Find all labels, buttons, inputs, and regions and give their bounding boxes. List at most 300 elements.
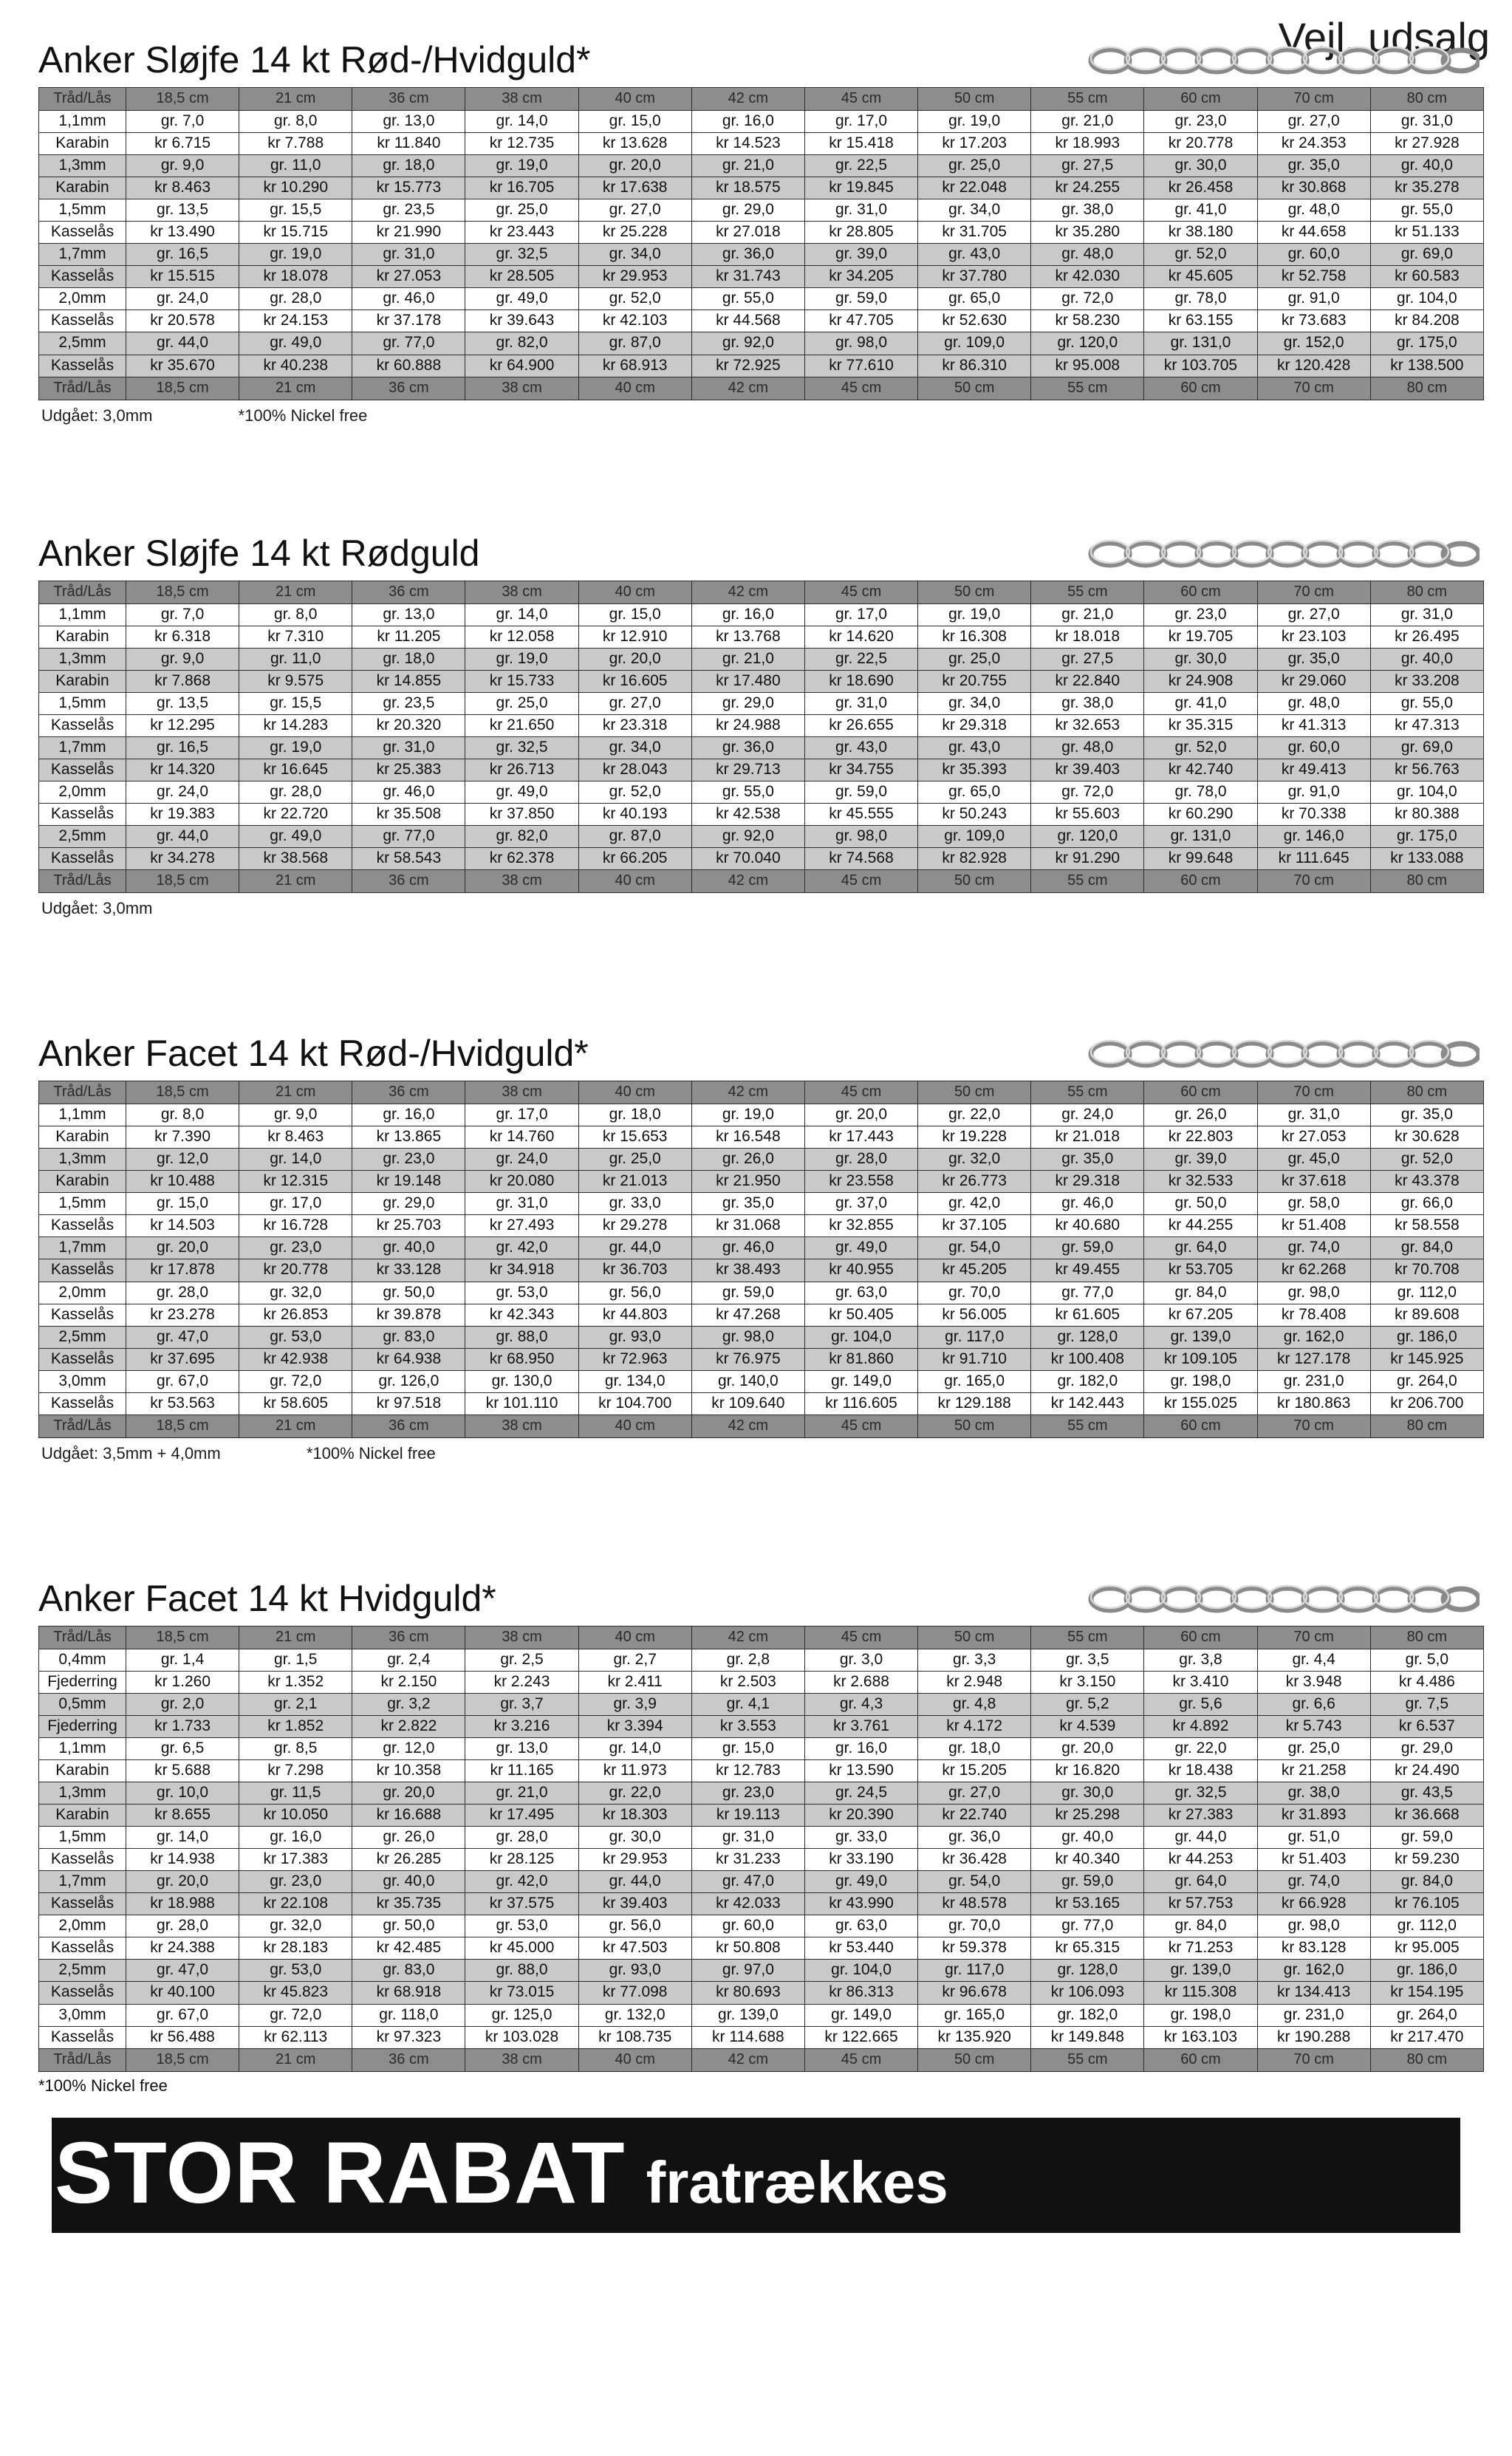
cell-gram: gr. 41,0	[1144, 692, 1257, 714]
cell-price: kr 62.113	[239, 2026, 352, 2048]
cell-price: kr 22.720	[239, 803, 352, 825]
cell-price: kr 25.703	[352, 1215, 465, 1237]
cell-price: kr 33.128	[352, 1259, 465, 1282]
cell-price: kr 25.383	[352, 759, 465, 781]
row-label: 2,0mm	[39, 288, 126, 310]
cell-gram: gr. 35,0	[1031, 1149, 1144, 1171]
col-head: 80 cm	[1370, 870, 1483, 893]
cell-price: kr 20.080	[465, 1171, 578, 1193]
cell-price: kr 21.013	[578, 1171, 691, 1193]
row-label: 2,5mm	[39, 1326, 126, 1348]
col-head: 50 cm	[918, 377, 1031, 400]
cell-price: kr 22.840	[1031, 670, 1144, 692]
cell-price: kr 3.216	[465, 1715, 578, 1737]
cell-gram: gr. 8,0	[126, 1104, 239, 1126]
cell-price: kr 111.645	[1257, 848, 1370, 870]
cell-price: kr 33.190	[804, 1849, 917, 1871]
cell-price: kr 28.805	[804, 222, 917, 244]
cell-price: kr 27.928	[1370, 133, 1483, 155]
row-lock: Kasselås	[39, 1893, 126, 1915]
cell-price: kr 20.390	[804, 1805, 917, 1827]
cell-gram: gr. 52,0	[1144, 244, 1257, 266]
cell-price: kr 39.403	[578, 1893, 691, 1915]
cell-gram: gr. 83,0	[352, 1326, 465, 1348]
cell-price: kr 29.318	[1031, 1171, 1144, 1193]
cell-price: kr 7.788	[239, 133, 352, 155]
cell-price: kr 6.537	[1370, 1715, 1483, 1737]
cell-gram: gr. 2,7	[578, 1649, 691, 1671]
cell-gram: gr. 9,0	[126, 155, 239, 177]
col-head: Tråd/Lås	[39, 88, 126, 111]
col-head: 55 cm	[1031, 870, 1144, 893]
price-table-sloejfe-rod-hvidguld	[38, 87, 1484, 400]
table-row	[39, 1760, 1484, 1782]
cell-gram: gr. 31,0	[465, 1193, 578, 1215]
cell-price: kr 31.705	[918, 222, 1031, 244]
cell-price: kr 56.488	[126, 2026, 239, 2048]
cell-price: kr 11.165	[465, 1760, 578, 1782]
cell-gram: gr. 14,0	[126, 1827, 239, 1849]
cell-price: kr 114.688	[691, 2026, 804, 2048]
cell-gram: gr. 55,0	[1370, 692, 1483, 714]
table-row	[39, 603, 1484, 626]
cell-gram: gr. 14,0	[578, 1737, 691, 1759]
cell-gram: gr. 2,8	[691, 1649, 804, 1671]
cell-price: kr 39.403	[1031, 759, 1144, 781]
col-head: 38 cm	[465, 581, 578, 603]
cell-price: kr 4.892	[1144, 1715, 1257, 1737]
cell-price: kr 17.878	[126, 1259, 239, 1282]
cell-price: kr 17.495	[465, 1805, 578, 1827]
vejl-udsalg-label: Vejl. udsalg	[1278, 14, 1490, 61]
cell-gram: gr. 49,0	[465, 781, 578, 803]
row-label: 1,5mm	[39, 1827, 126, 1849]
cell-gram: gr. 93,0	[578, 1326, 691, 1348]
cell-gram: gr. 33,0	[578, 1193, 691, 1215]
cell-gram: gr. 186,0	[1370, 1960, 1483, 1982]
cell-gram: gr. 83,0	[352, 1960, 465, 1982]
cell-gram: gr. 53,0	[465, 1282, 578, 1304]
cell-gram: gr. 14,0	[465, 111, 578, 133]
cell-gram: gr. 231,0	[1257, 2004, 1370, 2026]
cell-gram: gr. 52,0	[578, 288, 691, 310]
cell-price: kr 2.411	[578, 1671, 691, 1693]
section-anker-facet-hvidguld	[0, 1558, 1512, 2072]
cell-price: kr 89.608	[1370, 1304, 1483, 1326]
col-head: 21 cm	[239, 1626, 352, 1649]
cell-price: kr 29.278	[578, 1215, 691, 1237]
cell-gram: gr. 264,0	[1370, 1370, 1483, 1392]
table-row	[39, 781, 1484, 803]
cell-price: kr 18.575	[691, 177, 804, 199]
col-head: 70 cm	[1257, 1415, 1370, 1437]
row-lock: Karabin	[39, 1171, 126, 1193]
cell-price: kr 29.953	[578, 266, 691, 288]
section-header	[38, 19, 1484, 87]
cell-gram: gr. 37,0	[804, 1193, 917, 1215]
cell-price: kr 18.988	[126, 1893, 239, 1915]
cell-price: kr 15.418	[804, 133, 917, 155]
cell-price: kr 8.463	[239, 1126, 352, 1149]
cell-price: kr 103.028	[465, 2026, 578, 2048]
cell-price: kr 91.710	[918, 1348, 1031, 1370]
cell-gram: gr. 9,0	[126, 648, 239, 670]
cell-price: kr 7.868	[126, 670, 239, 692]
cell-price: kr 56.005	[918, 1304, 1031, 1326]
cell-gram: gr. 27,0	[918, 1782, 1031, 1805]
table-footer-row	[39, 1415, 1484, 1437]
cell-price: kr 82.928	[918, 848, 1031, 870]
col-head: 18,5 cm	[126, 2048, 239, 2071]
cell-price: kr 42.485	[352, 1937, 465, 1960]
cell-price: kr 12.735	[465, 133, 578, 155]
cell-gram: gr. 32,0	[239, 1282, 352, 1304]
col-head: 55 cm	[1031, 581, 1144, 603]
cell-price: kr 73.683	[1257, 310, 1370, 332]
cell-price: kr 13.628	[578, 133, 691, 155]
cell-gram: gr. 19,0	[465, 155, 578, 177]
cell-gram: gr. 23,0	[352, 1149, 465, 1171]
col-head: 70 cm	[1257, 581, 1370, 603]
col-head: 38 cm	[465, 2048, 578, 2071]
cell-price: kr 63.155	[1144, 310, 1257, 332]
cell-gram: gr. 50,0	[352, 1915, 465, 1937]
cell-gram: gr. 16,5	[126, 244, 239, 266]
cell-price: kr 18.303	[578, 1805, 691, 1827]
cell-price: kr 21.018	[1031, 1126, 1144, 1149]
col-head: 40 cm	[578, 1415, 691, 1437]
discontinued-note: Udgået: 3,0mm	[41, 899, 153, 918]
row-lock: Karabin	[39, 1760, 126, 1782]
cell-gram: gr. 2,0	[126, 1693, 239, 1715]
cell-price: kr 47.268	[691, 1304, 804, 1326]
cell-price: kr 27.053	[1257, 1126, 1370, 1149]
cell-price: kr 51.408	[1257, 1215, 1370, 1237]
row-label: 1,1mm	[39, 1737, 126, 1759]
table-row	[39, 1893, 1484, 1915]
table-row	[39, 1282, 1484, 1304]
cell-gram: gr. 117,0	[918, 1960, 1031, 1982]
cell-gram: gr. 59,0	[1031, 1871, 1144, 1893]
table-row	[39, 759, 1484, 781]
cell-gram: gr. 104,0	[804, 1326, 917, 1348]
col-head: 80 cm	[1370, 1626, 1483, 1649]
cell-gram: gr. 19,0	[918, 603, 1031, 626]
cell-gram: gr. 112,0	[1370, 1282, 1483, 1304]
section-anker-sloejfe-rodguld	[0, 513, 1512, 919]
cell-gram: gr. 4,3	[804, 1693, 917, 1715]
cell-price: kr 58.605	[239, 1392, 352, 1415]
cell-price: kr 45.555	[804, 803, 917, 825]
chain-icon	[1088, 1578, 1479, 1620]
cell-price: kr 76.975	[691, 1348, 804, 1370]
cell-price: kr 11.205	[352, 626, 465, 648]
row-lock: Karabin	[39, 670, 126, 692]
col-head: 38 cm	[465, 1081, 578, 1104]
row-label: 1,7mm	[39, 1237, 126, 1259]
table-row	[39, 1827, 1484, 1849]
col-head: 36 cm	[352, 377, 465, 400]
cell-gram: gr. 48,0	[1257, 199, 1370, 222]
cell-price: kr 65.315	[1031, 1937, 1144, 1960]
cell-price: kr 15.205	[918, 1760, 1031, 1782]
cell-gram: gr. 78,0	[1144, 781, 1257, 803]
cell-price: kr 127.178	[1257, 1348, 1370, 1370]
section-anker-facet-rod-hvidguld	[0, 1013, 1512, 1463]
row-lock: Kasselås	[39, 310, 126, 332]
cell-gram: gr. 13,5	[126, 199, 239, 222]
col-head: 50 cm	[918, 870, 1031, 893]
col-head: 18,5 cm	[126, 581, 239, 603]
cell-gram: gr. 120,0	[1031, 332, 1144, 355]
cell-gram: gr. 23,0	[239, 1871, 352, 1893]
cell-gram: gr. 84,0	[1144, 1915, 1257, 1937]
cell-gram: gr. 53,0	[465, 1915, 578, 1937]
col-head: 50 cm	[918, 581, 1031, 603]
cell-price: kr 2.948	[918, 1671, 1031, 1693]
cell-gram: gr. 16,0	[804, 1737, 917, 1759]
table-row	[39, 736, 1484, 759]
cell-gram: gr. 63,0	[804, 1282, 917, 1304]
cell-price: kr 23.318	[578, 714, 691, 736]
cell-gram: gr. 140,0	[691, 1370, 804, 1392]
cell-gram: gr. 3,7	[465, 1693, 578, 1715]
cell-gram: gr. 15,0	[691, 1737, 804, 1759]
cell-gram: gr. 16,0	[691, 111, 804, 133]
cell-price: kr 16.820	[1031, 1760, 1144, 1782]
cell-price: kr 37.780	[918, 266, 1031, 288]
table-header-row	[39, 1081, 1484, 1104]
cell-gram: gr. 40,0	[1031, 1827, 1144, 1849]
cell-gram: gr. 42,0	[465, 1237, 578, 1259]
col-head: 45 cm	[804, 2048, 917, 2071]
cell-price: kr 86.310	[918, 355, 1031, 377]
table-row	[39, 1715, 1484, 1737]
cell-price: kr 37.850	[465, 803, 578, 825]
cell-gram: gr. 26,0	[352, 1827, 465, 1849]
table-row	[39, 111, 1484, 133]
section-title: Anker Facet 14 kt Hvidguld*	[38, 1577, 496, 1619]
cell-gram: gr. 11,5	[239, 1782, 352, 1805]
cell-price: kr 45.605	[1144, 266, 1257, 288]
section-anker-sloejfe-rod-hvidguld	[0, 0, 1512, 425]
cell-price: kr 21.990	[352, 222, 465, 244]
cell-gram: gr. 14,0	[239, 1149, 352, 1171]
cell-price: kr 76.105	[1370, 1893, 1483, 1915]
cell-price: kr 57.753	[1144, 1893, 1257, 1915]
cell-gram: gr. 22,0	[918, 1104, 1031, 1126]
row-lock: Fjederring	[39, 1671, 126, 1693]
cell-price: kr 149.848	[1031, 2026, 1144, 2048]
cell-price: kr 12.315	[239, 1171, 352, 1193]
cell-gram: gr. 27,5	[1031, 648, 1144, 670]
cell-gram: gr. 3,5	[1031, 1649, 1144, 1671]
cell-price: kr 32.855	[804, 1215, 917, 1237]
cell-gram: gr. 21,0	[691, 155, 804, 177]
cell-gram: gr. 60,0	[1257, 736, 1370, 759]
cell-price: kr 14.283	[239, 714, 352, 736]
table-row	[39, 355, 1484, 377]
table-row	[39, 1326, 1484, 1348]
row-lock: Karabin	[39, 133, 126, 155]
table-row	[39, 1805, 1484, 1827]
cell-gram: gr. 15,5	[239, 692, 352, 714]
cell-price: kr 77.098	[578, 1982, 691, 2004]
cell-gram: gr. 65,0	[918, 781, 1031, 803]
cell-price: kr 28.505	[465, 266, 578, 288]
cell-price: kr 42.740	[1144, 759, 1257, 781]
cell-price: kr 28.043	[578, 759, 691, 781]
cell-gram: gr. 18,0	[352, 648, 465, 670]
cell-price: kr 24.255	[1031, 177, 1144, 199]
table-row	[39, 1693, 1484, 1715]
nickel-free-note: *100% Nickel free	[306, 1443, 436, 1463]
cell-gram: gr. 29,0	[352, 1193, 465, 1215]
cell-gram: gr. 3,2	[352, 1693, 465, 1715]
cell-gram: gr. 87,0	[578, 332, 691, 355]
cell-gram: gr. 91,0	[1257, 288, 1370, 310]
cell-price: kr 3.410	[1144, 1671, 1257, 1693]
col-head: 70 cm	[1257, 1626, 1370, 1649]
cell-gram: gr. 32,5	[465, 736, 578, 759]
cell-gram: gr. 13,0	[352, 603, 465, 626]
section-header	[38, 1558, 1484, 1626]
row-label: 0,5mm	[39, 1693, 126, 1715]
cell-gram: gr. 149,0	[804, 1370, 917, 1392]
cell-gram: gr. 42,0	[465, 1871, 578, 1893]
cell-price: kr 25.228	[578, 222, 691, 244]
col-head: 70 cm	[1257, 377, 1370, 400]
cell-price: kr 45.205	[918, 1259, 1031, 1282]
cell-price: kr 44.568	[691, 310, 804, 332]
cell-gram: gr. 27,5	[1031, 155, 1144, 177]
cell-price: kr 15.515	[126, 266, 239, 288]
col-head: 18,5 cm	[126, 1081, 239, 1104]
cell-price: kr 40.100	[126, 1982, 239, 2004]
cell-gram: gr. 23,0	[1144, 603, 1257, 626]
cell-gram: gr. 22,0	[578, 1782, 691, 1805]
cell-price: kr 38.180	[1144, 222, 1257, 244]
col-head: 21 cm	[239, 88, 352, 111]
cell-gram: gr. 162,0	[1257, 1326, 1370, 1348]
table-row	[39, 1849, 1484, 1871]
table-row	[39, 1737, 1484, 1759]
cell-gram: gr. 98,0	[1257, 1915, 1370, 1937]
cell-gram: gr. 63,0	[804, 1915, 917, 1937]
cell-gram: gr. 98,0	[804, 826, 917, 848]
col-head: 60 cm	[1144, 2048, 1257, 2071]
col-head: 40 cm	[578, 1081, 691, 1104]
cell-price: kr 50.243	[918, 803, 1031, 825]
cell-gram: gr. 10,0	[126, 1782, 239, 1805]
cell-price: kr 12.910	[578, 626, 691, 648]
col-head: 55 cm	[1031, 88, 1144, 111]
row-label: 2,0mm	[39, 1282, 126, 1304]
cell-price: kr 80.693	[691, 1982, 804, 2004]
col-head: 18,5 cm	[126, 870, 239, 893]
table-row	[39, 244, 1484, 266]
cell-gram: gr. 31,0	[1370, 603, 1483, 626]
table-row	[39, 1126, 1484, 1149]
col-head: 42 cm	[691, 88, 804, 111]
cell-gram: gr. 16,0	[352, 1104, 465, 1126]
cell-price: kr 23.278	[126, 1304, 239, 1326]
cell-gram: gr. 91,0	[1257, 781, 1370, 803]
row-lock: Kasselås	[39, 759, 126, 781]
row-label: 1,5mm	[39, 1193, 126, 1215]
cell-gram: gr. 15,0	[578, 603, 691, 626]
section-title: Anker Sløjfe 14 kt Rødguld	[38, 532, 480, 574]
cell-gram: gr. 24,0	[1031, 1104, 1144, 1126]
cell-price: kr 78.408	[1257, 1304, 1370, 1326]
cell-gram: gr. 44,0	[578, 1237, 691, 1259]
cell-price: kr 2.822	[352, 1715, 465, 1737]
cell-gram: gr. 52,0	[1370, 1149, 1483, 1171]
cell-gram: gr. 25,0	[918, 648, 1031, 670]
cell-price: kr 18.690	[804, 670, 917, 692]
chain-icon	[1088, 533, 1479, 575]
cell-price: kr 43.990	[804, 1893, 917, 1915]
cell-gram: gr. 44,0	[126, 332, 239, 355]
cell-gram: gr. 31,0	[691, 1827, 804, 1849]
cell-gram: gr. 11,0	[239, 155, 352, 177]
cell-gram: gr. 104,0	[804, 1960, 917, 1982]
cell-price: kr 2.150	[352, 1671, 465, 1693]
cell-gram: gr. 40,0	[1370, 155, 1483, 177]
table-row	[39, 1782, 1484, 1805]
banner-content	[52, 2125, 1460, 2223]
col-head: 70 cm	[1257, 2048, 1370, 2071]
cell-gram: gr. 29,0	[1370, 1737, 1483, 1759]
cell-price: kr 26.655	[804, 714, 917, 736]
cell-price: kr 134.413	[1257, 1982, 1370, 2004]
cell-price: kr 155.025	[1144, 1392, 1257, 1415]
row-lock: Karabin	[39, 177, 126, 199]
cell-price: kr 36.668	[1370, 1805, 1483, 1827]
banner-edge-left	[38, 2118, 52, 2233]
cell-gram: gr. 2,4	[352, 1649, 465, 1671]
cell-price: kr 17.203	[918, 133, 1031, 155]
cell-gram: gr. 27,0	[578, 199, 691, 222]
cell-price: kr 32.533	[1144, 1171, 1257, 1193]
cell-price: kr 62.378	[465, 848, 578, 870]
table-row	[39, 1937, 1484, 1960]
cell-price: kr 14.503	[126, 1215, 239, 1237]
cell-gram: gr. 182,0	[1031, 1370, 1144, 1392]
cell-price: kr 68.950	[465, 1348, 578, 1370]
cell-price: kr 180.863	[1257, 1392, 1370, 1415]
cell-gram: gr. 67,0	[126, 1370, 239, 1392]
cell-gram: gr. 43,0	[918, 244, 1031, 266]
cell-gram: gr. 74,0	[1257, 1237, 1370, 1259]
cell-gram: gr. 48,0	[1031, 244, 1144, 266]
col-head: 38 cm	[465, 88, 578, 111]
cell-gram: gr. 130,0	[465, 1370, 578, 1392]
cell-price: kr 31.743	[691, 266, 804, 288]
table-row	[39, 670, 1484, 692]
cell-price: kr 34.278	[126, 848, 239, 870]
cell-gram: gr. 56,0	[578, 1282, 691, 1304]
cell-price: kr 13.865	[352, 1126, 465, 1149]
cell-gram: gr. 198,0	[1144, 1370, 1257, 1392]
cell-price: kr 77.610	[804, 355, 917, 377]
cell-price: kr 26.495	[1370, 626, 1483, 648]
col-head: 60 cm	[1144, 870, 1257, 893]
cell-gram: gr. 36,0	[918, 1827, 1031, 1849]
cell-price: kr 3.394	[578, 1715, 691, 1737]
cell-gram: gr. 118,0	[352, 2004, 465, 2026]
cell-price: kr 109.105	[1144, 1348, 1257, 1370]
